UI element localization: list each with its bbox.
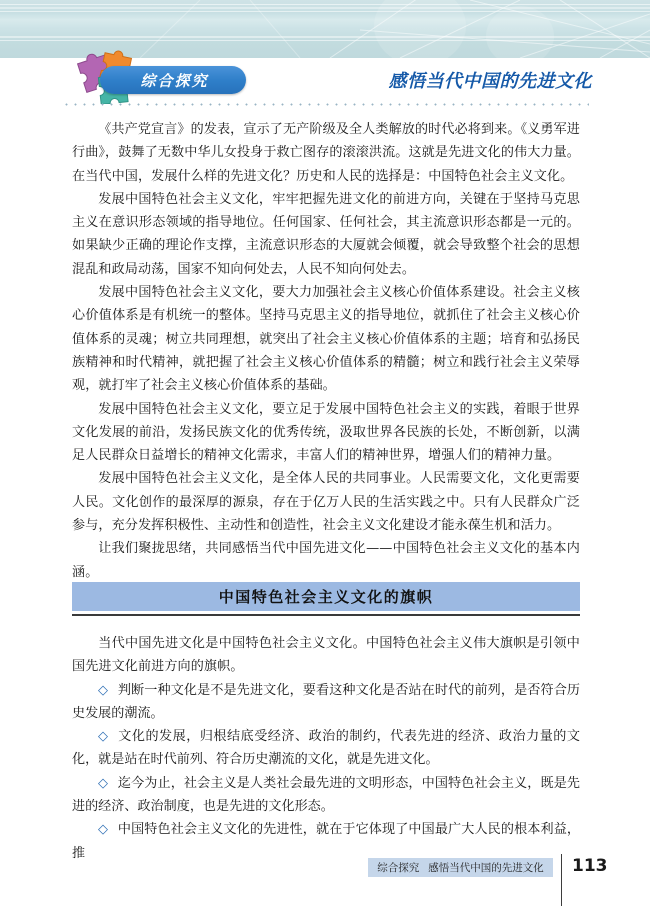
footer-chapter-label: 感悟当代中国的先进文化 bbox=[428, 862, 544, 874]
page-footer bbox=[0, 858, 650, 886]
header-dotted-separator bbox=[62, 103, 589, 106]
banner-stripe bbox=[0, 11, 650, 12]
bullet-item bbox=[72, 772, 580, 819]
section-type-badge-label: 综合探究 bbox=[140, 71, 209, 90]
banner-stripe bbox=[0, 7, 650, 9]
banner-stripe bbox=[0, 36, 650, 38]
diamond-bullet-icon: ◇ bbox=[98, 775, 109, 791]
bullet-item-label: 文化的发展，归根结底受经济、政治的制约，代表先进的经济、政治力量的文化，就是站在时代前列、符合历史潮流的文化，就是先进文化。 bbox=[72, 729, 580, 768]
bullet-item-label: 判断一种文化是不是先进文化，要看这种文化是否站在时代的前列，是否符合历史发展的潮流。 bbox=[72, 682, 581, 721]
bullet-item bbox=[72, 679, 580, 726]
banner-stripe bbox=[0, 40, 650, 41]
section-intro-paragraph: 当代中国先进文化是中国特色社会主义文化。中国特色社会主义伟大旗帜是引领中国先进文化前进方向的旗帜。 bbox=[72, 636, 580, 675]
body-paragraph: 发展中国特色社会主义文化，牢牢把握先进文化的前进方向，关键在于坚持马克思主义在意识形态领域的指导地位。任何国家、任何社会，其主流意识形态都是一元的。如果缺少正确的理论作支撑，主流意识形态的大厦就会倾覆，就会导致整个社会的思想混乱和政局动荡，国家不知向何处去，人民不知向何处去。 bbox=[72, 191, 580, 277]
section-heading-block bbox=[72, 582, 580, 616]
page-header bbox=[0, 55, 650, 103]
bullet-item-label: 中国特色社会主义文化的先进性，就在于它体现了中国最广大人民的根本利益，推 bbox=[72, 822, 581, 861]
bullet-item bbox=[72, 725, 580, 772]
main-body-text bbox=[72, 118, 580, 584]
section-type-badge bbox=[100, 66, 246, 94]
footer-section-label: 综合探究 bbox=[377, 862, 420, 874]
footer-running-head bbox=[368, 858, 553, 877]
page-number: 113 bbox=[572, 856, 608, 876]
body-paragraph: 发展中国特色社会主义文化，要大力加强社会主义核心价值体系建设。社会主义核心价值体系是有机统一的整体。坚持马克思主义的指导地位，就抓住了社会主义核心价值体系的灵魂；树立共同理想，就突出了社会主义核心价值体系的主题；培育和弘扬民族精神和时代精神，就把握了社会主义核心价值体系的精髓；树立和践行社会主义荣辱观，就打牢了社会主义核心价值体系的基础。 bbox=[72, 285, 580, 394]
body-paragraph: 发展中国特色社会主义文化，要立足于发展中国特色社会主义的实践，着眼于世界文化发展的前沿，发扬民族文化的优秀传统，汲取世界各民族的长处，不断创新，以满足人民群众日益增长的精神文化需求，丰富人们的精神世界，增强人们的精神力量。 bbox=[72, 401, 580, 464]
diamond-bullet-icon: ◇ bbox=[98, 822, 109, 838]
body-paragraph: 让我们聚拢思绪，共同感悟当代中国先进文化——中国特色社会主义文化的基本内涵。 bbox=[72, 541, 580, 580]
section-heading-underline bbox=[72, 614, 580, 616]
body-paragraph: 发展中国特色社会主义文化，是全体人民的共同事业。人民需要文化，文化更需要人民。文化创作的最深厚的源泉，存在于亿万人民的生活实践之中。只有人民群众广泛参与，充分发挥积极性、主动性和创造性，社会主义文化建设才能永葆生机和活力。 bbox=[72, 471, 580, 534]
page-title: 感悟当代中国的先进文化 bbox=[388, 71, 592, 92]
section-heading-band bbox=[72, 582, 580, 611]
body-paragraph: 《共产党宣言》的发表，宣示了无产阶级及全人类解放的时代必将到来。《义勇军进行曲》，鼓舞了无数中华儿女投身于救亡图存的滚滚洪流。这就是先进文化的伟大力量。在当代中国，发展什么样的先进文化？历史和人民的选择是：中国特色社会主义文化。 bbox=[72, 122, 581, 184]
bullet-item-label: 迄今为止，社会主义是人类社会最先进的文明形态，中国特色社会主义，既是先进的经济、政治制度，也是先进的文化形态。 bbox=[72, 775, 581, 815]
section-heading-label: 中国特色社会主义文化的旗帜 bbox=[218, 588, 434, 606]
diamond-bullet-icon: ◇ bbox=[98, 682, 109, 698]
footer-divider bbox=[561, 854, 562, 906]
section-body-text bbox=[72, 632, 580, 865]
diamond-bullet-icon: ◇ bbox=[98, 729, 109, 745]
banner-stripe bbox=[0, 4, 650, 5]
